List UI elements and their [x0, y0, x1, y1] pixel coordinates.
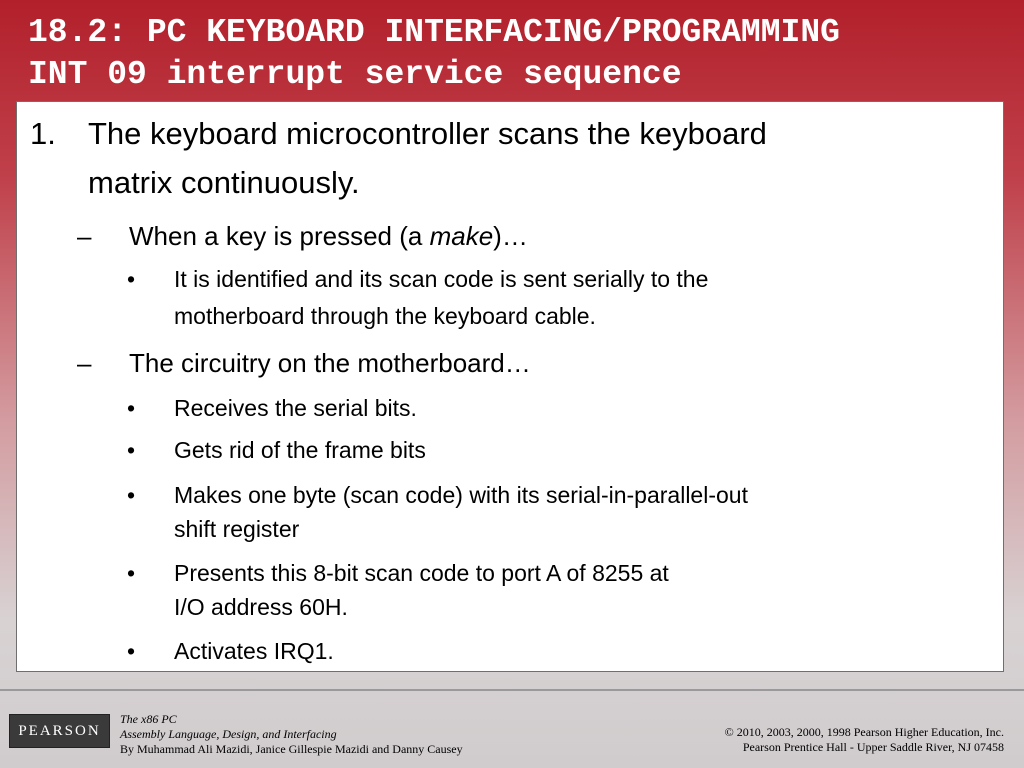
pearson-logo-text: PEARSON [18, 722, 101, 739]
bullet-4-line-1: Makes one byte (scan code) with its serial-in-parallel-out [174, 482, 748, 508]
bullet-6-line-1: Activates IRQ1. [174, 638, 334, 664]
item-1-line-2: matrix continuously. [88, 165, 360, 200]
book-subtitle: Assembly Language, Design, and Interfacing [120, 727, 337, 741]
slide-title [28, 12, 1018, 96]
sub-1-text-after: )… [493, 221, 528, 251]
sub-1-marker: – [77, 221, 92, 251]
footer-divider [0, 689, 1024, 691]
sub-2-text: The circuitry on the motherboard… [129, 348, 531, 378]
bullet-5-marker: • [127, 560, 136, 586]
copyright-line-2: Pearson Prentice Hall - Upper Saddle River, NJ 07458 [742, 740, 1004, 754]
bullet-1-marker: • [127, 266, 136, 292]
bullet-3-line-1: Gets rid of the frame bits [174, 437, 426, 463]
book-title: The x86 PC [120, 712, 177, 726]
item-1-marker: 1. [30, 116, 56, 151]
bullet-4-marker: • [127, 482, 136, 508]
sub-2-marker: – [77, 348, 92, 378]
item-1-line-1: The keyboard microcontroller scans the keyboard [88, 116, 767, 151]
copyright [584, 725, 1004, 755]
bullet-4-line-2: shift register [174, 516, 300, 542]
bullet-5-line-1: Presents this 8-bit scan code to port A of 8255 at [174, 560, 669, 586]
bullet-2-line-1: Receives the serial bits. [174, 395, 417, 421]
sub-1-text-italic: make [429, 221, 494, 251]
bullet-5-line-2: I/O address 60H. [174, 594, 348, 620]
title-line-1: 18.2: PC KEYBOARD INTERFACING/PROGRAMMING [28, 14, 840, 51]
bullet-6-marker: • [127, 638, 136, 664]
sub-1-text-before: When a key is pressed (a [129, 221, 430, 251]
book-info [120, 712, 560, 757]
pearson-logo [9, 714, 110, 748]
book-authors: By Muhammad Ali Mazidi, Janice Gillespie Mazidi and Danny Causey [120, 742, 463, 756]
copyright-line-1: © 2010, 2003, 2000, 1998 Pearson Higher Education, Inc. [724, 725, 1004, 739]
bullet-1-line-1: It is identified and its scan code is sent serially to the [174, 266, 709, 292]
bullet-1-line-2: motherboard through the keyboard cable. [174, 303, 596, 329]
sub-1-text [129, 220, 528, 252]
content-box [16, 101, 1004, 672]
bullet-3-marker: • [127, 437, 136, 463]
title-line-2: INT 09 interrupt service sequence [28, 56, 682, 93]
bullet-2-marker: • [127, 395, 136, 421]
